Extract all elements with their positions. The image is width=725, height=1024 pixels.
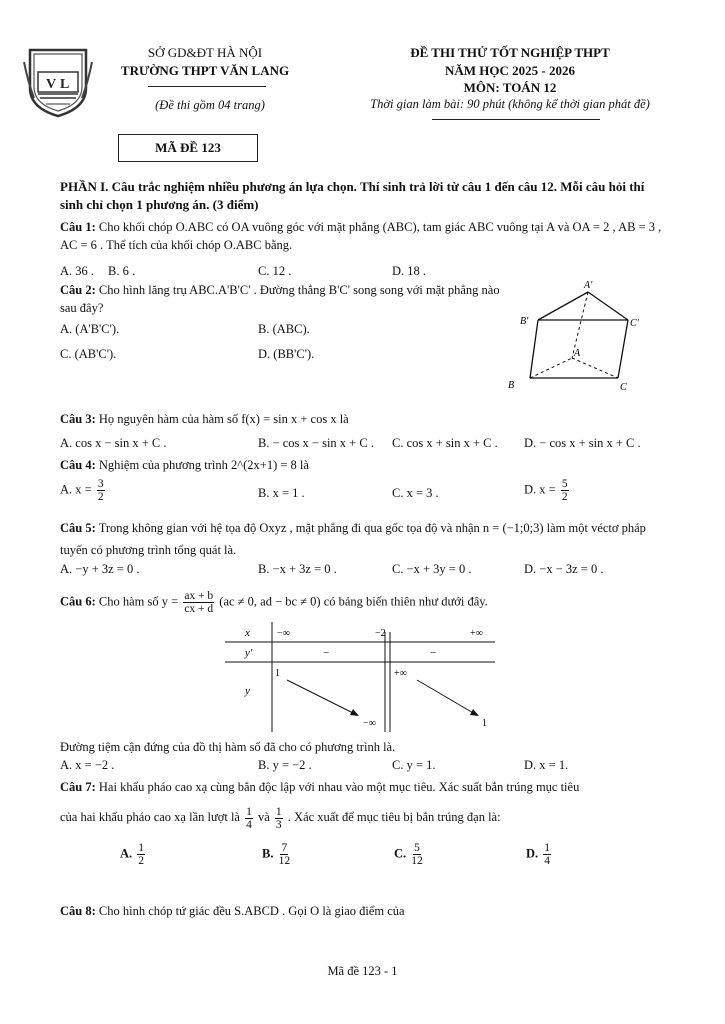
school-logo [20,42,96,118]
option-label: A. [120,846,133,861]
question-2 [60,281,500,317]
vertex-label: B' [520,316,529,327]
q1-option-b[interactable]: B. 6 . [108,264,136,278]
divider [148,86,266,87]
question-text: Cho khối chóp O.ABC có OA vuông góc với mặt phẳng (ABC), tam giác ABC vuông tại A và OA = 2 , AB = 3 , AC = 6 . Thể tích của khối chóp O.ABC bằng. [60,220,662,252]
question-text: . Xác xuất để mục tiêu bị bắn trúng đạn là: [287,810,501,824]
vertex-label: C' [630,318,639,329]
q1-option-c[interactable]: C. 12 . [258,264,292,278]
exam-time: Thời gian làm bài: 90 phút (không kể thời gian phát đề) [370,97,650,111]
q5-option-b[interactable]: B. −x + 3z = 0 . [258,562,337,576]
exam-subject: MÔN: TOÁN 12 [463,80,557,95]
divider [432,119,600,120]
pages-note: (Đề thi gồm 04 trang) [155,98,265,112]
y-neg-inf: −∞ [363,718,376,729]
y-pos-inf: +∞ [394,668,407,679]
question-6 [60,590,670,615]
q4-option-b[interactable]: B. x = 1 . [258,486,305,500]
q2-option-c[interactable]: C. (AB'C'). [60,347,117,361]
fraction: $\frac{1}{4}$ [544,842,551,867]
fraction: $\frac{5}{2}$ [561,478,568,503]
q3-option-c[interactable]: C. cos x + sin x + C . [392,436,498,450]
page-footer: Mã đề 123 - 1 [327,964,398,978]
y-left-value: 1 [275,668,280,679]
q2-option-a[interactable]: A. (A'B'C'). [60,322,120,336]
question-text: của hai khẩu pháo cao xạ lần lượt là [60,810,240,824]
row-label-yp: y' [245,647,253,659]
q7-option-d[interactable] [526,842,553,867]
question-text: Nghiệm của phương trình 2^(2x+1) = 8 là [98,458,309,472]
question-label: Câu 1: [60,220,96,234]
question-label: Câu 7: [60,780,96,794]
vertex-label: C [620,382,627,393]
question-text: Cho hình lăng trụ ABC.A'B'C' . Đường thẳng B'C' song song với mặt phẳng nào sau đây? [60,283,500,315]
fraction: $\frac{1}{4}$ [246,805,252,831]
variation-table [225,622,495,732]
q7-option-a[interactable] [120,842,147,867]
school-name: TRƯỜNG THPT VĂN LANG [120,63,290,78]
q2-option-d[interactable]: D. (BB'C'). [258,347,315,361]
fraction: $\frac{5}{12}$ [411,842,423,867]
row-label-x: x [245,627,250,639]
option-label: A. x = [60,482,92,497]
exam-year: NĂM HỌC 2025 - 2026 [445,63,575,78]
question-text: (ac ≠ 0, ad − bc ≠ 0) có bảng biến thiên như dưới đây. [219,594,488,609]
svg-text:L: L [60,77,70,92]
exam-code-box: MÃ ĐỀ 123 [118,134,258,162]
q6-option-b[interactable]: B. y = −2 . [258,758,312,772]
option-label: D. [526,846,539,861]
prism-figure [500,278,650,398]
y-right-value: 1 [482,718,487,729]
fraction: $\frac{3}{2}$ [97,478,104,503]
question-text: và [257,810,270,824]
question-text: Họ nguyên hàm của hàm số f(x) = sin x + cos x là [98,412,349,426]
question-label: Câu 5: [60,521,96,535]
fraction: $\frac{7}{12}$ [278,842,291,867]
svg-text:V: V [46,77,57,92]
part-1-title: PHẦN I. Câu trắc nghiệm nhiều phương án lựa chọn. Thí sinh trả lời từ câu 1 đến câu 12. Mỗi câu hỏi thí sinh chỉ chọn 1 phương án. (3 điểm) [60,179,645,212]
vertex-label: A [574,348,581,359]
exam-title: ĐỀ THI THỬ TỐT NGHIỆP THPT [410,45,610,60]
q3-option-a[interactable]: A. cos x − sin x + C . [60,436,167,450]
x-minus-inf: −∞ [277,628,290,639]
q5-option-d[interactable]: D. −x − 3z = 0 . [524,562,604,576]
question-7 [60,778,670,796]
q3-option-d[interactable]: D. − cos x + sin x + C . [524,436,641,450]
fraction: $\frac{1}{2}$ [138,842,145,867]
q7-option-b[interactable] [262,842,292,867]
sign-2: − [430,647,437,659]
question-label: Câu 6: [60,594,96,609]
question-label: Câu 8: [60,904,96,918]
question-6-text2: Đường tiệm cận đứng của đồ thị hàm số đã cho có phương trình là. [60,740,396,754]
vertex-label: B [508,380,515,391]
question-5 [60,517,670,561]
question-label: Câu 2: [60,283,96,297]
vertex-label: A' [584,280,593,291]
question-text: Cho hình chóp tứ giác đều S.ABCD . Gọi O là giao điểm của [98,904,405,918]
question-1 [60,218,670,254]
q5-option-a[interactable]: A. −y + 3z = 0 . [60,562,140,576]
x-minus-2: −2 [375,628,386,639]
q4-option-c[interactable]: C. x = 3 . [392,486,439,500]
q3-option-b[interactable]: B. − cos x − sin x + C . [258,436,374,450]
q4-option-d[interactable] [524,478,571,503]
fraction: $\frac{ax + b}{cx + d}$ [184,590,214,615]
question-3 [60,410,670,428]
x-plus-inf: +∞ [470,628,483,639]
question-text: Cho hàm số y = [98,594,179,609]
q6-option-d[interactable]: D. x = 1. [524,758,569,772]
question-8 [60,902,670,920]
fraction: $\frac{1}{3}$ [275,805,282,831]
q7-option-c[interactable] [394,842,425,867]
question-7-line2 [60,802,670,832]
q1-option-a[interactable]: A. 36 . [60,264,95,278]
q2-option-b[interactable]: B. (ABC). [258,322,310,336]
question-text: Hai khẩu pháo cao xạ cùng bắn độc lập với nhau vào một mục tiêu. Xác suất bắn trúng mục tiêu [98,780,580,794]
row-label-y: y [245,685,250,697]
option-label: D. x = [524,482,556,497]
sign-1: − [323,647,330,659]
q6-option-a[interactable]: A. x = −2 . [60,758,115,772]
question-label: Câu 3: [60,412,96,426]
q6-option-c[interactable]: C. y = 1. [392,758,436,772]
option-label: C. [394,846,407,861]
q5-option-c[interactable]: C. −x + 3y = 0 . [392,562,472,576]
q1-option-d[interactable]: D. 18 . [392,264,427,278]
question-text: Trong không gian với hệ tọa độ Oxyz , mặt phẳng đi qua gốc tọa độ và nhận n = (−1;0;3) làm một véctơ pháp tuyến có phương trình tổng quát là. [60,521,646,557]
question-4 [60,456,670,474]
question-label: Câu 4: [60,458,96,472]
option-label: B. [262,846,274,861]
dept-name: SỞ GD&ĐT HÀ NỘI [147,45,263,60]
q4-option-a[interactable] [60,478,107,503]
